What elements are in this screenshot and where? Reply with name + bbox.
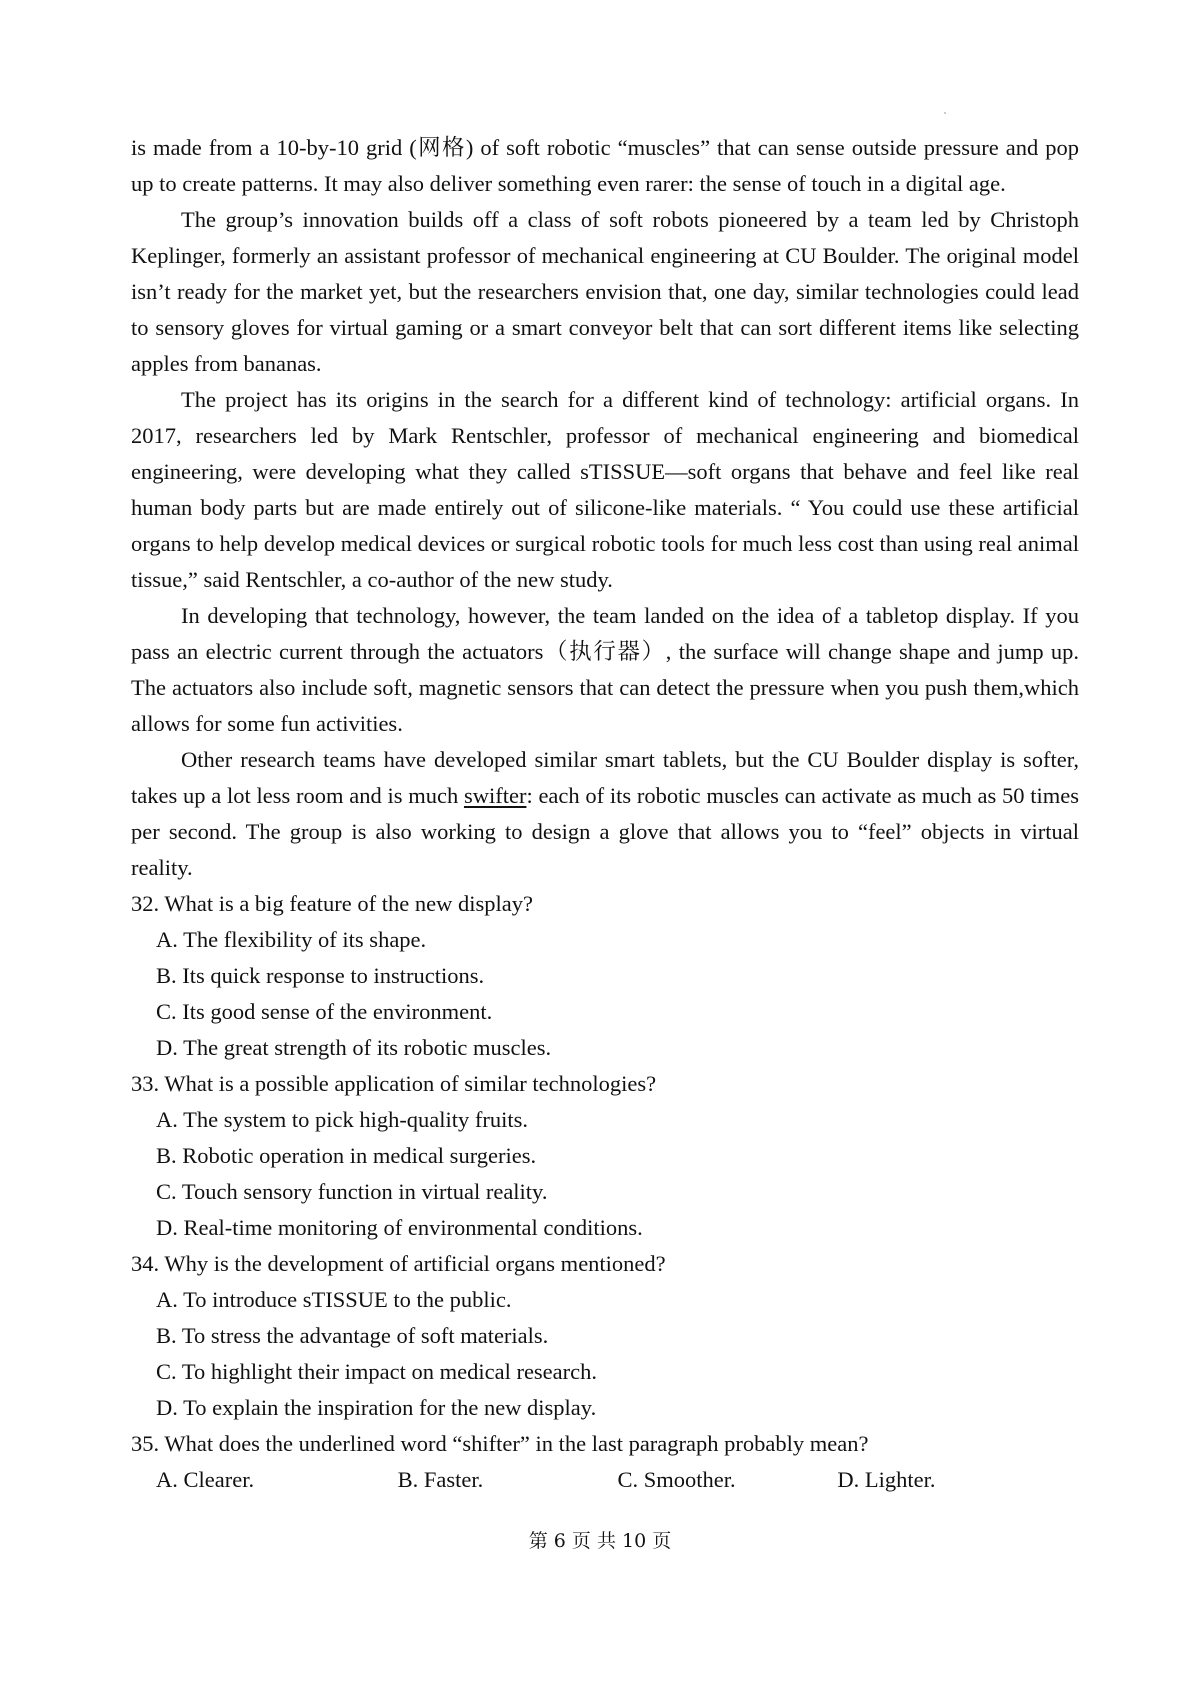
answer-option: B. Robotic operation in medical surgeries. xyxy=(156,1143,537,1168)
paragraph-text: : each of its robotic muscles can activate as much as 50 times per second. The group is also working to design a glove that allows you to “feel” objects in virtual reality. xyxy=(131,783,1080,880)
answer-option: A. To introduce sTISSUE to the public. xyxy=(156,1287,512,1312)
answer-option: C. Smoother. xyxy=(617,1467,736,1492)
question-block xyxy=(131,1066,1079,1246)
passage-paragraph xyxy=(131,598,1079,742)
paragraph-text: Other research teams have developed similar smart tablets, but the CU Boulder display is softer, takes up a lot less room and is much xyxy=(131,747,1079,808)
paragraph-text: is made from a 10-by-10 grid (网格) of soft robotic “muscles” that can sense outside pressure and pop up to create patterns. It may also deliver something even rarer: the sense of touch in a digital age. xyxy=(131,135,1079,196)
page-footer: 第 6 页 共 10 页 xyxy=(528,1530,672,1552)
question-block xyxy=(131,886,1079,1066)
answer-option: D. The great strength of its robotic muscles. xyxy=(156,1035,552,1060)
answer-option: C. To highlight their impact on medical research. xyxy=(156,1359,598,1384)
answer-option: A. The flexibility of its shape. xyxy=(156,927,427,952)
underlined-word: swifter xyxy=(463,783,527,808)
passage-paragraph xyxy=(131,130,1079,202)
question-stem: 34. Why is the development of artificial organs mentioned? xyxy=(131,1251,666,1276)
passage-paragraph xyxy=(131,202,1079,382)
answer-option: C. Its good sense of the environment. xyxy=(156,999,493,1024)
paragraph-text: The project has its origins in the search for a different kind of technology: artificial organs. In 2017, researchers led by Mark Rentschler, professor of mechanical engineering and biomedical engineering, were developing what they called sTISSUE—soft organs that behave and feel like real human body parts but are made entirely out of silicone-like materials. “ You could use these artificial organs to help develop medical devices or surgical robotic tools for much less cost than using real animal tissue,” said Rentschler, a co-author of the new study. xyxy=(131,387,1079,592)
answer-option: D. Real-time monitoring of environmental conditions. xyxy=(156,1215,643,1240)
scan-speck xyxy=(944,112,946,114)
question-list xyxy=(131,886,1079,1498)
answer-option: B. To stress the advantage of soft materials. xyxy=(156,1323,549,1348)
paragraph-text: In developing that technology, however, the team landed on the idea of a tabletop display. If you pass an electric current through the actuators（执行器）, the surface will change shape and jump up. The actuators also include soft, magnetic sensors that can detect the pressure when you push them,which allows for some fun activities. xyxy=(131,603,1079,736)
passage-paragraph xyxy=(131,742,1079,886)
answer-option: D. To explain the inspiration for the new display. xyxy=(156,1395,597,1420)
answer-option: D. Lighter. xyxy=(837,1467,936,1492)
question-block xyxy=(131,1426,1079,1498)
paragraph-text: The group’s innovation builds off a class of soft robots pioneered by a team led by Christoph Keplinger, formerly an assistant professor of mechanical engineering at CU Boulder. The original model isn’t ready for the market yet, but the researchers envision that, one day, similar technologies could lead to sensory gloves for virtual gaming or a smart conveyor belt that can sort different items like selecting apples from bananas. xyxy=(131,207,1079,376)
answer-option: A. The system to pick high-quality fruits. xyxy=(156,1107,529,1132)
answer-option: B. Its quick response to instructions. xyxy=(156,963,485,988)
passage-paragraph xyxy=(131,382,1079,598)
answer-option: A. Clearer. xyxy=(156,1467,255,1492)
exam-page-content xyxy=(131,130,1079,1498)
question-stem: 33. What is a possible application of similar technologies? xyxy=(131,1071,657,1096)
question-block xyxy=(131,1246,1079,1426)
question-stem: 35. What does the underlined word “shifter” in the last paragraph probably mean? xyxy=(131,1431,869,1456)
question-stem: 32. What is a big feature of the new display? xyxy=(131,891,533,916)
answer-options-row xyxy=(131,1462,1079,1498)
answer-option: C. Touch sensory function in virtual reality. xyxy=(156,1179,548,1204)
reading-passage xyxy=(131,130,1079,886)
answer-option: B. Faster. xyxy=(397,1467,484,1492)
